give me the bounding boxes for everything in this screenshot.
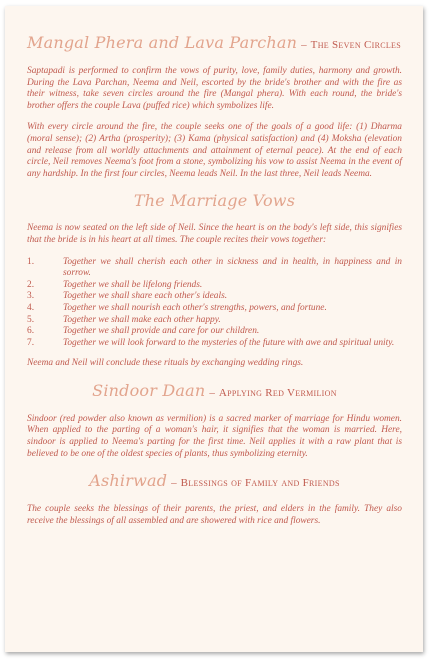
ashirwad-dash: – [171,477,177,490]
vow-item [27,303,402,315]
mangal-dash: – [301,39,307,51]
mangal-paragraph-2: With every circle around the fire, the couple seeks one of the goals of a good life: (1) Dharma (moral sense); (2) Artha (prosperity); (3) Kama (physical satisfaction) and (4) Moksha (elevation and release from all worldly attachments and attainment of eternal peace). At the end of each circle, Neil removes Neema's foot from a stone, symbolizing his vow to assist Neema in the event of any hardship. In the first four circles, Neema leads Neil. In the last three, Neil leads Neema. [27,122,402,179]
vow-number: 5. [27,314,35,325]
vow-item [27,280,402,292]
ashirwad-paragraph: The couple seeks the blessings of their parents, the priest, and elders in the family. They also receive the blessings of all assembled and are showered with rice and flowers. [27,504,402,526]
sindoor-heading [27,380,402,404]
vows-title: The Marriage Vows [133,191,296,211]
program-page [5,6,423,652]
mangal-paragraph-1: Saptapadi is performed to confirm the vows of purity, love, family duties, harmony and growth. During the Lava Parchan, Neema and Neil, escorted by the bride's brother and with the fire as their witness, take seven circles around the fire (Mangal phera). With each round, the bride's brother offers the couple Lava (puffed rice) which symbolizes life. [27,66,402,111]
mangal-subtitle: The Seven Circles [310,39,401,51]
vow-item [27,291,402,303]
sindoor-paragraph: Sindoor (red powder also known as vermilion) is a sacred marker of marriage for Hindu women. When applied to the parting of a woman's hair, it signifies that the woman is married. Here, sindoor is applied to Neema's parting for the first time. Neil applies it with a raw plant that is believed to be one of the oldest species of plants, thus symbolizing eternity. [27,413,402,459]
vow-number: 2. [27,279,35,290]
vows-intro: Neema is now seated on the left side of Neil. Since the heart is on the body's left side, this signifies that the bride is in his heart at all times. The couple recites their vows together: [27,223,402,245]
ashirwad-title: Ashirwad [89,471,168,491]
vow-item [27,338,402,350]
vows-heading [27,190,402,213]
vow-text: Together we will look forward to the mysteries of the future with awe and spiritual unity. [63,337,395,348]
vow-item [27,326,402,338]
vow-text: Together we shall cherish each other in sickness and in health, in happiness and in sorrow. [63,256,402,279]
vows-list [27,257,402,350]
vow-number: 6. [27,326,35,337]
vow-number: 4. [27,302,35,313]
sindoor-dash: – [209,386,215,399]
vows-closing: Neema and Neil will conclude these rituals by exchanging wedding rings. [27,358,304,369]
vow-item [27,315,402,327]
ashirwad-heading [27,470,402,494]
vow-text: Together we shall provide and care for our children. [63,326,260,337]
vow-text: Together we shall nourish each other's strengths, powers, and fortune. [63,302,327,313]
mangal-title: Mangal Phera and Lava Parchan [27,33,298,52]
ashirwad-subtitle: Blessings of Family and Friends [180,477,340,490]
vow-number: 7. [27,337,35,348]
vow-text: Together we shall be lifelong friends. [63,279,203,290]
sindoor-title: Sindoor Daan [92,380,206,400]
mangal-heading [27,32,402,56]
vow-number: 3. [27,291,35,302]
vow-number: 1. [27,256,35,267]
sindoor-subtitle: Applying Red Vermilion [218,386,337,399]
vow-text: Together we shall share each other's ideals. [63,291,228,302]
vow-item [27,257,402,280]
vow-text: Together we shall make each other happy. [63,314,221,325]
